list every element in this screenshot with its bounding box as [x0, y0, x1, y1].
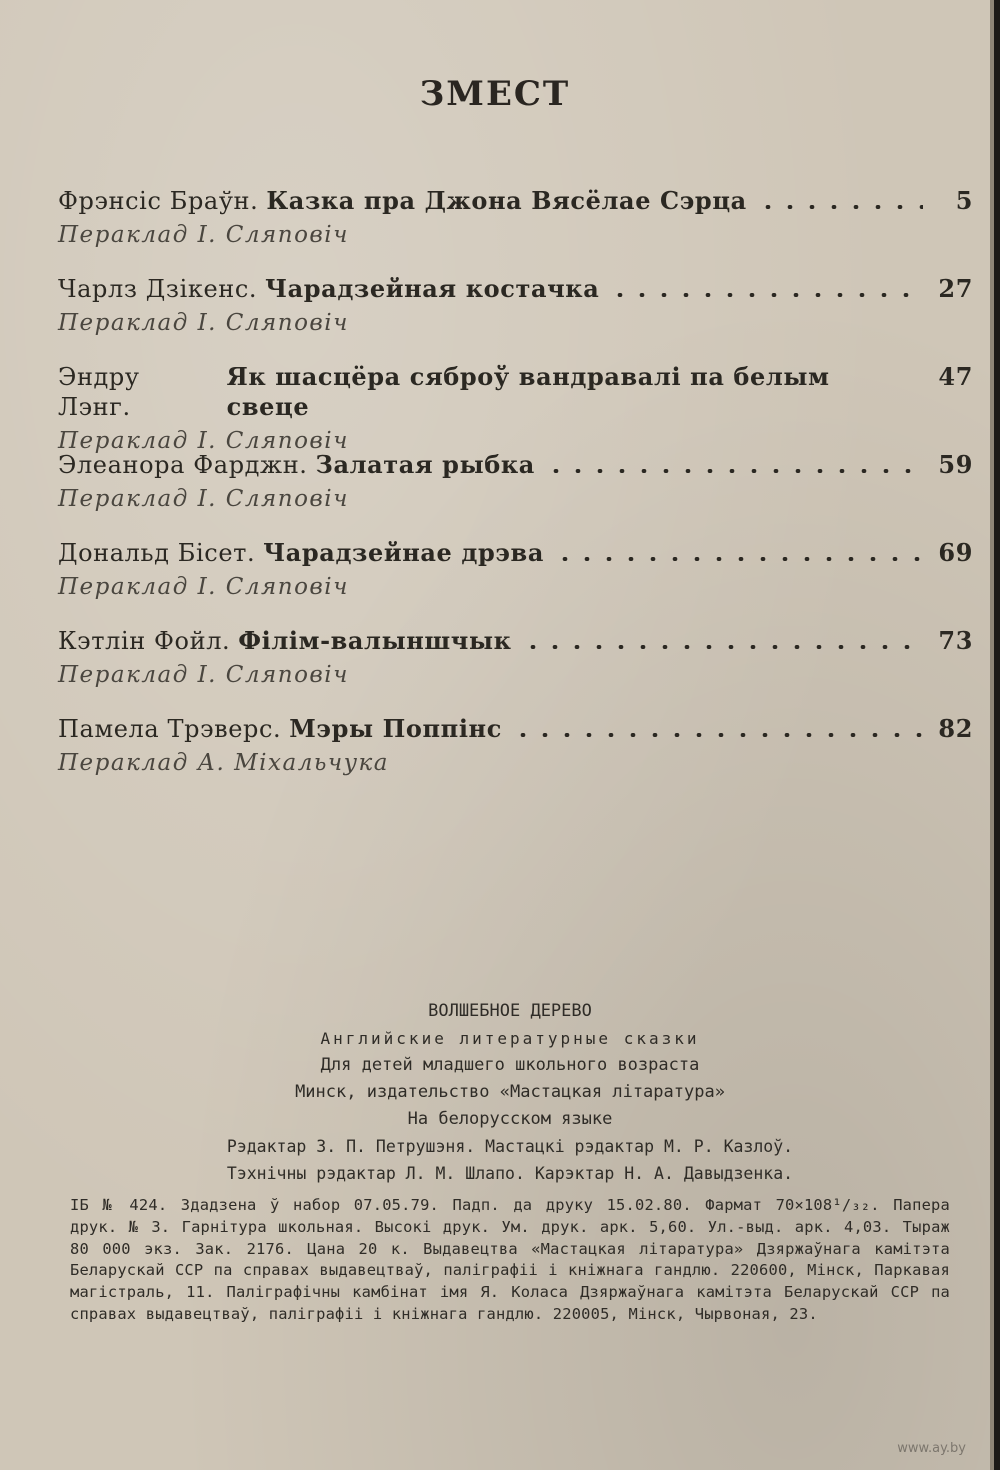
page-title: ЗМЕСТ — [419, 74, 571, 114]
toc-entry-line — [58, 274, 973, 304]
toc-translator: Пераклад А. Міхальчука — [58, 750, 389, 776]
toc-work-title: Мэры Поппінс — [289, 714, 502, 743]
colophon — [70, 998, 950, 1326]
dot-leader — [512, 733, 923, 737]
toc-work-title: Філім-валыншчык — [238, 626, 512, 655]
toc-author: Дональд Бісет. — [58, 539, 256, 567]
toc-page-number: 73 — [938, 626, 973, 655]
toc-page-number: 59 — [938, 450, 973, 479]
toc-author: Элеанора Фарджн. — [58, 451, 308, 479]
toc-author: Кэтлін Фойл. — [58, 627, 231, 655]
colophon-language: На белорусском языке — [407, 1109, 613, 1129]
dot-leader — [545, 469, 923, 473]
toc-entry — [58, 274, 973, 362]
colophon-audience: Для детей младшего школьного возраста — [320, 1055, 700, 1075]
toc-entry — [58, 626, 973, 714]
toc-author: Эндру Лэнг. — [58, 363, 140, 421]
toc-entry — [58, 362, 973, 454]
toc-translator: Пераклад І. Сляповіч — [58, 486, 349, 512]
toc-entry-line — [58, 626, 973, 656]
toc-work-title: Чарадзейнае дрэва — [263, 538, 544, 567]
toc-entry-line — [58, 538, 973, 568]
colophon-publisher: Минск, издательство «Мастацкая літаратура» — [295, 1082, 725, 1102]
toc-work-title: Казка пра Джона Вясёлае Сэрца — [266, 186, 747, 215]
toc-entry-line — [58, 714, 973, 744]
toc-work-title: Залатая рыбка — [315, 450, 535, 479]
toc-page-number: 27 — [938, 274, 973, 303]
toc-page-number: 47 — [938, 362, 973, 391]
toc-translator: Пераклад І. Сляповіч — [58, 310, 349, 336]
dot-leader — [522, 645, 923, 649]
colophon-editors: Рэдактар З. П. Петрушэня. Мастацкі рэдактар М. Р. Казлоў. — [226, 1137, 794, 1156]
colophon-print-details: ІБ № 424. Здадзена ў набор 07.05.79. Падп. да друку 15.02.80. Фармат 70×108¹/₃₂. Папера друк. № 3. Гарнітура школьная. Высокі друк. Ум. друк. арк. 5,60. Ул.-выд. арк. 4,03. Тыраж 80 000 экз. Зак. 2176. Цана 20 к. Выдавецтва «Мастацкая літаратура» Дзяржаўнага камітэта Беларускай ССР па справах выдавецтваў, паліграфіі і кніжнага гандлю. 220600, Мінск, Паркавая магістраль, 11. Паліграфічны камбінат імя Я. Коласа Дзяржаўнага камітэта Беларускай ССР па справах выдавецтваў, паліграфіі і кніжнага гандлю. 220005, Мінск, Чырвоная, 23. — [70, 1196, 950, 1323]
toc-author: Фрэнсіс Браўн. — [58, 187, 259, 215]
toc-entry-line — [58, 362, 973, 422]
dot-leader — [554, 557, 923, 561]
toc-entry-line — [58, 186, 973, 216]
dot-leader — [609, 293, 923, 297]
toc-entry — [58, 186, 973, 274]
dot-leader — [757, 205, 923, 209]
colophon-technical-editors: Тэхнічны рэдактар Л. М. Шлапо. Карэктар Н. А. Давыдзенка. — [226, 1164, 794, 1183]
toc-page-number: 69 — [938, 538, 973, 567]
toc-work-title: Чарадзейная костачка — [265, 274, 600, 303]
site-watermark: www.ay.by — [897, 1441, 966, 1456]
toc-entry — [58, 714, 973, 802]
toc-entry — [58, 538, 973, 626]
toc-translator: Пераклад І. Сляповіч — [58, 222, 349, 248]
toc-entry — [58, 450, 973, 538]
toc-author: Чарлз Дзікенс. — [58, 275, 258, 303]
toc-author: Памела Трэверс. — [58, 715, 282, 743]
colophon-book-title: ВОЛШЕБНОЕ ДЕРЕВО — [428, 1001, 592, 1021]
toc-translator: Пераклад І. Сляповіч — [58, 574, 349, 600]
toc-translator: Пераклад І. Сляповіч — [58, 428, 349, 454]
toc-entry-line — [58, 450, 973, 480]
table-of-contents — [58, 186, 973, 802]
toc-work-title: Як шасцёра сяброў вандравалі па белым свеце — [226, 362, 830, 421]
colophon-subtitle: Английские литературные сказки — [320, 1029, 700, 1048]
toc-page-number: 82 — [938, 714, 973, 743]
toc-page-number: 5 — [955, 186, 973, 215]
toc-translator: Пераклад І. Сляповіч — [58, 662, 349, 688]
